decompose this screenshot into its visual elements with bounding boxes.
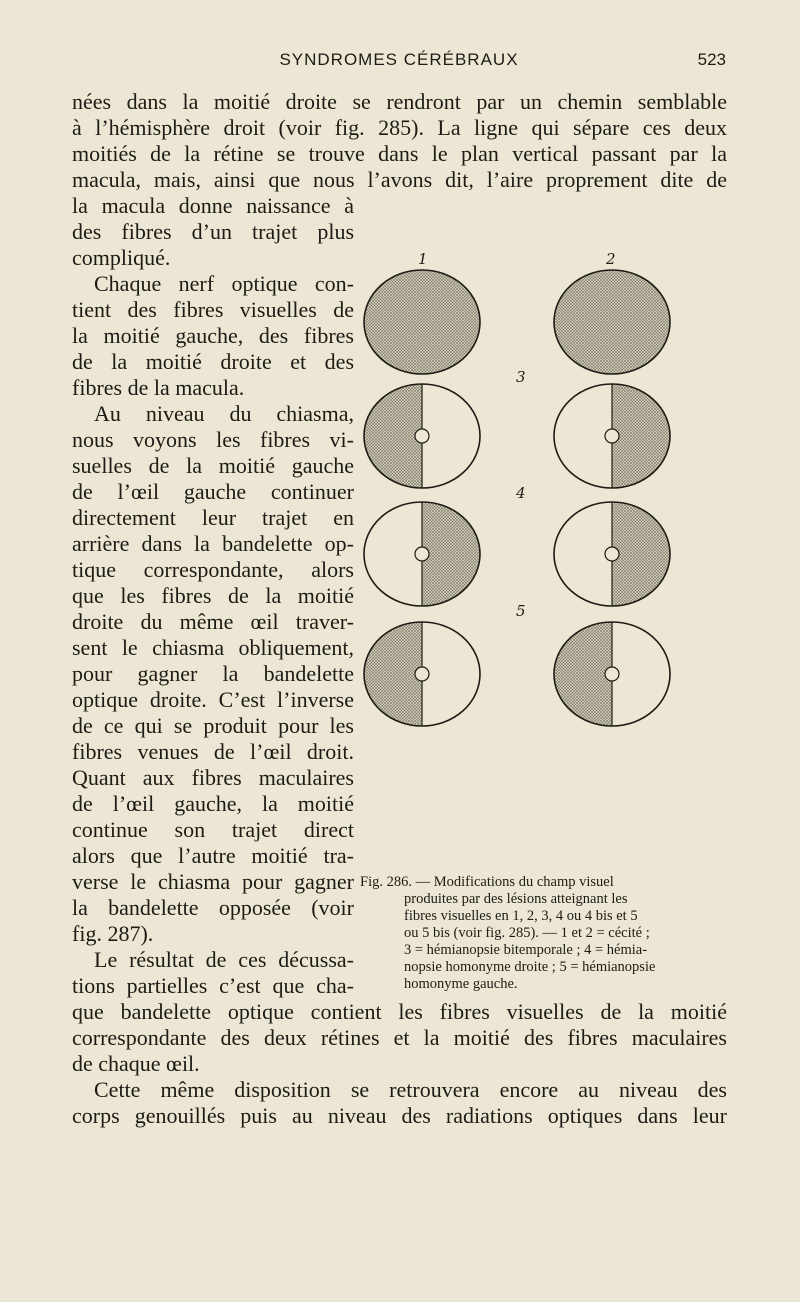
text-line: Quant aux fibres maculaires bbox=[72, 765, 354, 790]
figure-caption-line: fibres visuelles en 1, 2, 3, 4 ou 4 bis et 5 bbox=[404, 908, 638, 924]
field-5-right bbox=[554, 622, 670, 726]
field-4-right bbox=[554, 502, 670, 606]
visual-field-diagrams bbox=[352, 256, 742, 856]
text-line: nées dans la moitié droite se rendront par un chemin semblable bbox=[72, 89, 727, 114]
text-line: de la moitié droite et des bbox=[72, 349, 354, 374]
page-number: 523 bbox=[697, 50, 726, 69]
field-2-right bbox=[554, 270, 670, 374]
fig-label-2: 2 bbox=[606, 250, 616, 268]
figure-caption-line: nopsie homonyme droite ; 5 = hémianopsie bbox=[404, 959, 656, 975]
field-1-left bbox=[364, 270, 480, 374]
text-line: continue son trajet direct bbox=[72, 817, 354, 842]
text-line: la macula donne naissance à bbox=[72, 193, 354, 218]
text-line: macula, mais, ainsi que nous l’avons dit, l’aire proprement dite de bbox=[72, 167, 727, 192]
text-line: la bandelette opposée (voir bbox=[72, 895, 354, 920]
fig-label-3: 3 bbox=[516, 368, 526, 386]
figure-caption-line: produites par des lésions atteignant les bbox=[404, 891, 628, 907]
text-line: de ce qui se produit pour les bbox=[72, 713, 354, 738]
text-line: des fibres d’un trajet plus bbox=[72, 219, 354, 244]
fig-label-5: 5 bbox=[516, 602, 526, 620]
text-line: de l’œil gauche, la moitié bbox=[72, 791, 354, 816]
header-title: SYNDROMES CÉRÉBRAUX bbox=[279, 50, 519, 69]
text-line: pour gagner la bandelette bbox=[72, 661, 354, 686]
figure-caption-line: ou 5 bis (voir fig. 285). — 1 et 2 = cécité ; bbox=[404, 925, 650, 941]
text-line: à l’hémisphère droit (voir fig. 285). La ligne qui sépare ces deux bbox=[72, 115, 727, 140]
text-line: arrière dans la bandelette op- bbox=[72, 531, 354, 556]
text-line: Au niveau du chiasma, bbox=[94, 401, 354, 426]
text-line: tions partielles c’est que cha- bbox=[72, 973, 354, 998]
fig-label-4: 4 bbox=[516, 484, 526, 502]
field-3-left bbox=[364, 384, 480, 488]
text-line: la moitié gauche, des fibres bbox=[72, 323, 354, 348]
text-line: moitiés de la rétine se trouve dans le plan vertical passant par la bbox=[72, 141, 727, 166]
figure-caption-line: Fig. 286. — Modifications du champ visuel bbox=[360, 874, 614, 890]
text-line: alors que l’autre moitié tra- bbox=[72, 843, 354, 868]
figure-caption-line: homonyme gauche. bbox=[404, 976, 518, 992]
text-line: de l’œil gauche continuer bbox=[72, 479, 354, 504]
text-line: Cette même disposition se retrouvera encore au niveau des bbox=[94, 1077, 727, 1102]
text-line: Chaque nerf optique con- bbox=[94, 271, 354, 296]
text-line: Le résultat de ces décussa- bbox=[94, 947, 354, 972]
text-line: nous voyons les fibres vi- bbox=[72, 427, 354, 452]
field-5-left bbox=[364, 622, 480, 726]
text-line: sent le chiasma obliquement, bbox=[72, 635, 354, 660]
fig-label-1: 1 bbox=[418, 250, 428, 268]
field-4-left bbox=[364, 502, 480, 606]
field-3-right bbox=[554, 384, 670, 488]
text-line: verse le chiasma pour gagner bbox=[72, 869, 354, 894]
text-line: optique droite. C’est l’inverse bbox=[72, 687, 354, 712]
figure-caption-line: 3 = hémianopsie bitemporale ; 4 = hémia- bbox=[404, 942, 648, 958]
text-line: de chaque œil. bbox=[72, 1051, 200, 1076]
text-line: suelles de la moitié gauche bbox=[72, 453, 354, 478]
text-line: fig. 287). bbox=[72, 921, 154, 946]
text-line: tique correspondante, alors bbox=[72, 557, 354, 582]
text-line: fibres venues de l’œil droit. bbox=[72, 739, 354, 764]
running-header bbox=[72, 50, 726, 78]
text-line: fibres de la macula. bbox=[72, 375, 245, 400]
text-line: tient des fibres visuelles de bbox=[72, 297, 354, 322]
text-line: directement leur trajet en bbox=[72, 505, 354, 530]
text-line: compliqué. bbox=[72, 245, 171, 270]
text-line: corps genouillés puis au niveau des radiations optiques dans leur bbox=[72, 1103, 727, 1128]
text-line: que les fibres de la moitié bbox=[72, 583, 354, 608]
visual-field-figure bbox=[352, 250, 742, 856]
text-line: correspondante des deux rétines et la moitié des fibres maculaires bbox=[72, 1025, 727, 1050]
text-line: que bandelette optique contient les fibres visuelles de la moitié bbox=[72, 999, 727, 1024]
text-line: droite du même œil traver- bbox=[72, 609, 354, 634]
